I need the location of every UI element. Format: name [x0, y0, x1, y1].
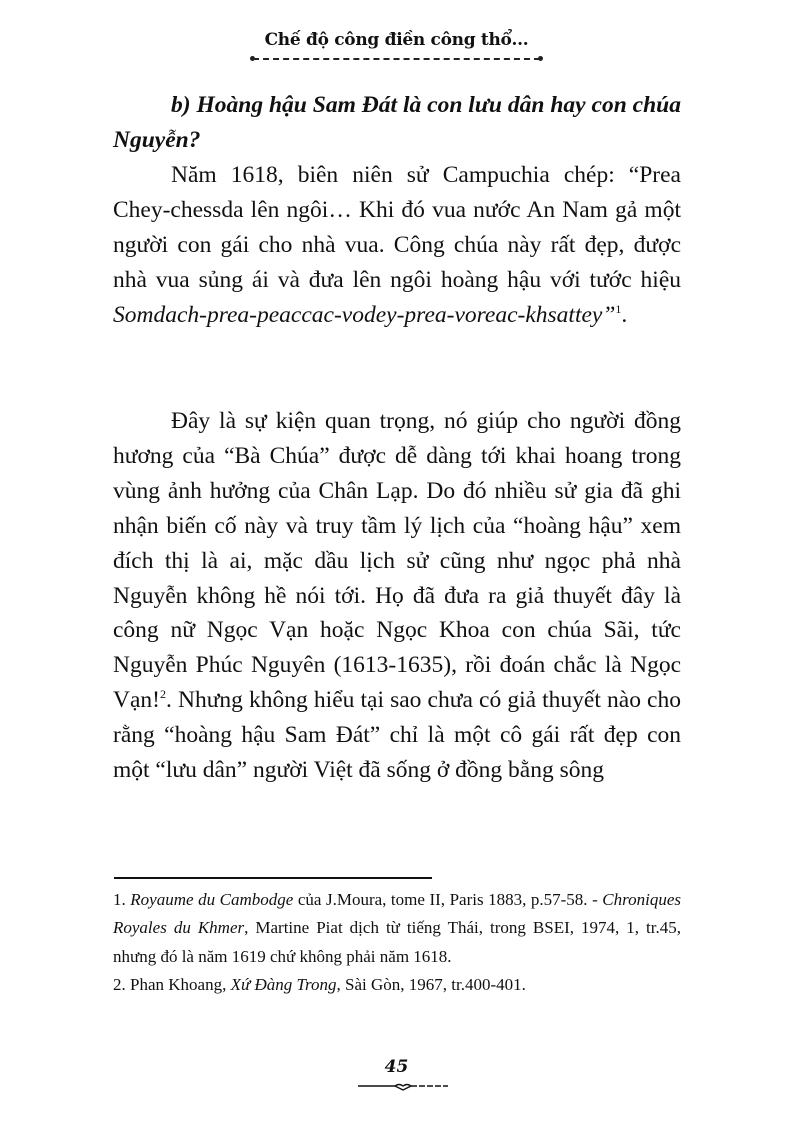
- paragraph-2-continuation: . Nhưng không hiểu tại sao chưa có giả thuyết nào cho rằng “hoàng hậu Sam Đát” chỉ là một cô gái rất đẹp con một “lưu dân” người Việt đã sống ở đồng bằng sông: [113, 687, 681, 784]
- page-number: 45: [384, 1057, 409, 1077]
- footnote-ref-2[interactable]: 2: [159, 687, 166, 702]
- rule-end-dot-icon: [538, 56, 543, 61]
- footnotes: [113, 886, 681, 999]
- footnote-1-number: 1.: [113, 890, 131, 909]
- paragraph-2-text: Đây là sự kiện quan trọng, nó giúp cho người đồng hương của “Bà Chúa” được dễ dàng tới khai hoang trong vùng ảnh hưởng của Chân Lạp. Do đó nhiều sử gia đã ghi nhận biến cố này và truy tầm lý lịch của “hoàng hậu” xem đích thị là ai, mặc dầu lịch sử cũng như ngọc phả nhà Nguyễn không hề nói tới. Họ đã đưa ra giả thuyết đây là công nữ Ngọc Vạn hoặc Ngọc Khoa con chúa Sãi, tức Nguyễn Phúc Nguyên (1613-1635), rồi đoán chắc là Ngọc Vạn!: [113, 408, 681, 714]
- running-head: Chế độ công điền công thổ...: [264, 30, 529, 50]
- paragraph-1: [113, 158, 681, 333]
- paragraph-1-text: Năm 1618, biên niên sử Campuchia chép: “Prea Chey-chessda lên ngôi… Khi đó vua nước An Nam gả một người con gái cho nhà vua. Công chúa này rất đẹp, được nhà vua sủng ái và đưa lên ngôi hoàng hậu với tước hiệu: [113, 162, 681, 293]
- footnote-2-text-2: , Sài Gòn, 1967, tr.400-401.: [336, 974, 526, 994]
- footnote-2-title: Xứ Đàng Trong: [230, 974, 337, 994]
- paragraph-1-tail: .: [621, 301, 628, 328]
- running-head-dashed-rule: [253, 58, 540, 60]
- closing-quote: ”: [602, 301, 616, 328]
- footnote-ref-1[interactable]: 1: [615, 301, 622, 316]
- footnote-separator: [114, 877, 432, 879]
- royal-title-italic: Somdach-prea-peaccac-vodey-prea-voreac-khsattey: [113, 301, 603, 328]
- section-heading: [113, 88, 681, 158]
- footnote-1-text-1: của J.Moura, tome II, Paris 1883, p.57-58. -: [293, 890, 603, 909]
- body-paragraph-2-container: [113, 404, 681, 788]
- body-paragraphs: [113, 158, 681, 333]
- footnote-2-number: 2.: [113, 974, 130, 994]
- folio-ornament-icon: [358, 1083, 448, 1091]
- footnote-1-title-2: Chroniques Royales du Khmer: [113, 890, 682, 938]
- footnote-1: [113, 886, 681, 971]
- footnote-1-text-2: , Martine Piat dịch từ tiếng Thái, trong BSEI, 1974, 1, tr.45, nhưng đó là năm 1619 chứ không phải năm 1618.: [113, 918, 681, 966]
- paragraph-2: [113, 404, 681, 788]
- section-heading-text: b) Hoàng hậu Sam Đát là con lưu dân hay con chúa Nguyễn?: [113, 92, 681, 153]
- rule-end-dot-icon: [250, 56, 255, 61]
- footnote-2-text-1: Phan Khoang,: [130, 974, 231, 994]
- footnote-2: [113, 971, 681, 999]
- footnote-1-title-1: Royaume du Cambodge: [130, 890, 294, 909]
